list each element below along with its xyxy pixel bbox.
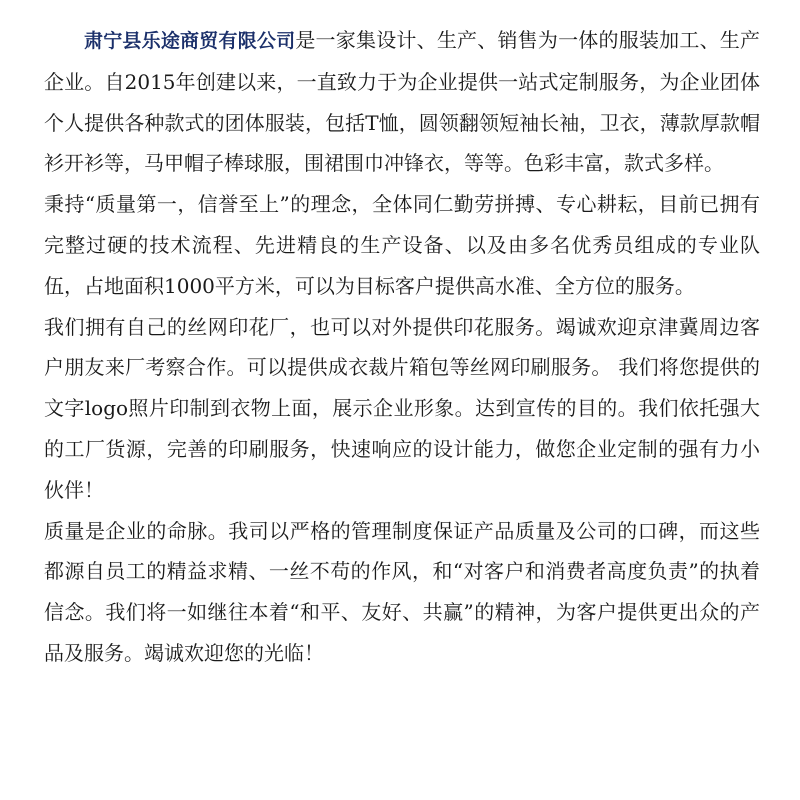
company-introduction xyxy=(44,20,760,674)
intro-paragraph xyxy=(44,20,760,184)
printing-service-paragraph: 我们拥有自己的丝网印花厂，也可以对外提供印花服务。竭诚欢迎京津冀周边客户朋友来厂考察合作。可以提供成衣裁片箱包等丝网印刷服务。 我们将您提供的文字logo照片印制到衣物上面，展示企业形象。达到宣传的目的。我们依托强大的工厂货源，完善的印刷服务，快速响应的设计能力，做您企业定制的强有力小伙伴！ xyxy=(44,314,760,502)
intro-paragraph-text: 是一家集设计、生产、销售为一体的服装加工、生产企业。自2015年创建以来，一直致力于为企业提供一站式定制服务，为企业团体个人提供各种款式的团体服装，包括T恤，圆领翻领短袖长袖，卫衣，薄款厚款帽衫开衫等，马甲帽子棒球服，围裙围巾冲锋衣，等等。色彩丰富，款式多样。 xyxy=(44,28,760,176)
philosophy-paragraph: 秉持“质量第一，信誉至上”的理念，全体同仁勤劳拼搏、专心耕耘，目前已拥有完整过硬的技术流程、先进精良的生产设备、以及由多名优秀员组成的专业队伍，占地面积1000平方米，可以为目标客户提供高水准、全方位的服务。 xyxy=(44,192,760,298)
quality-paragraph: 质量是企业的命脉。我司以严格的管理制度保证产品质量及公司的口碑，而这些都源自员工的精益求精、一丝不苟的作风，和“对客户和消费者高度负责”的执着信念。我们将一如继往本着“和平、友好、共赢”的精神，为客户提供更出众的产品及服务。竭诚欢迎您的光临！ xyxy=(44,518,760,665)
company-name: 肃宁县乐途商贸有限公司 xyxy=(84,30,296,52)
